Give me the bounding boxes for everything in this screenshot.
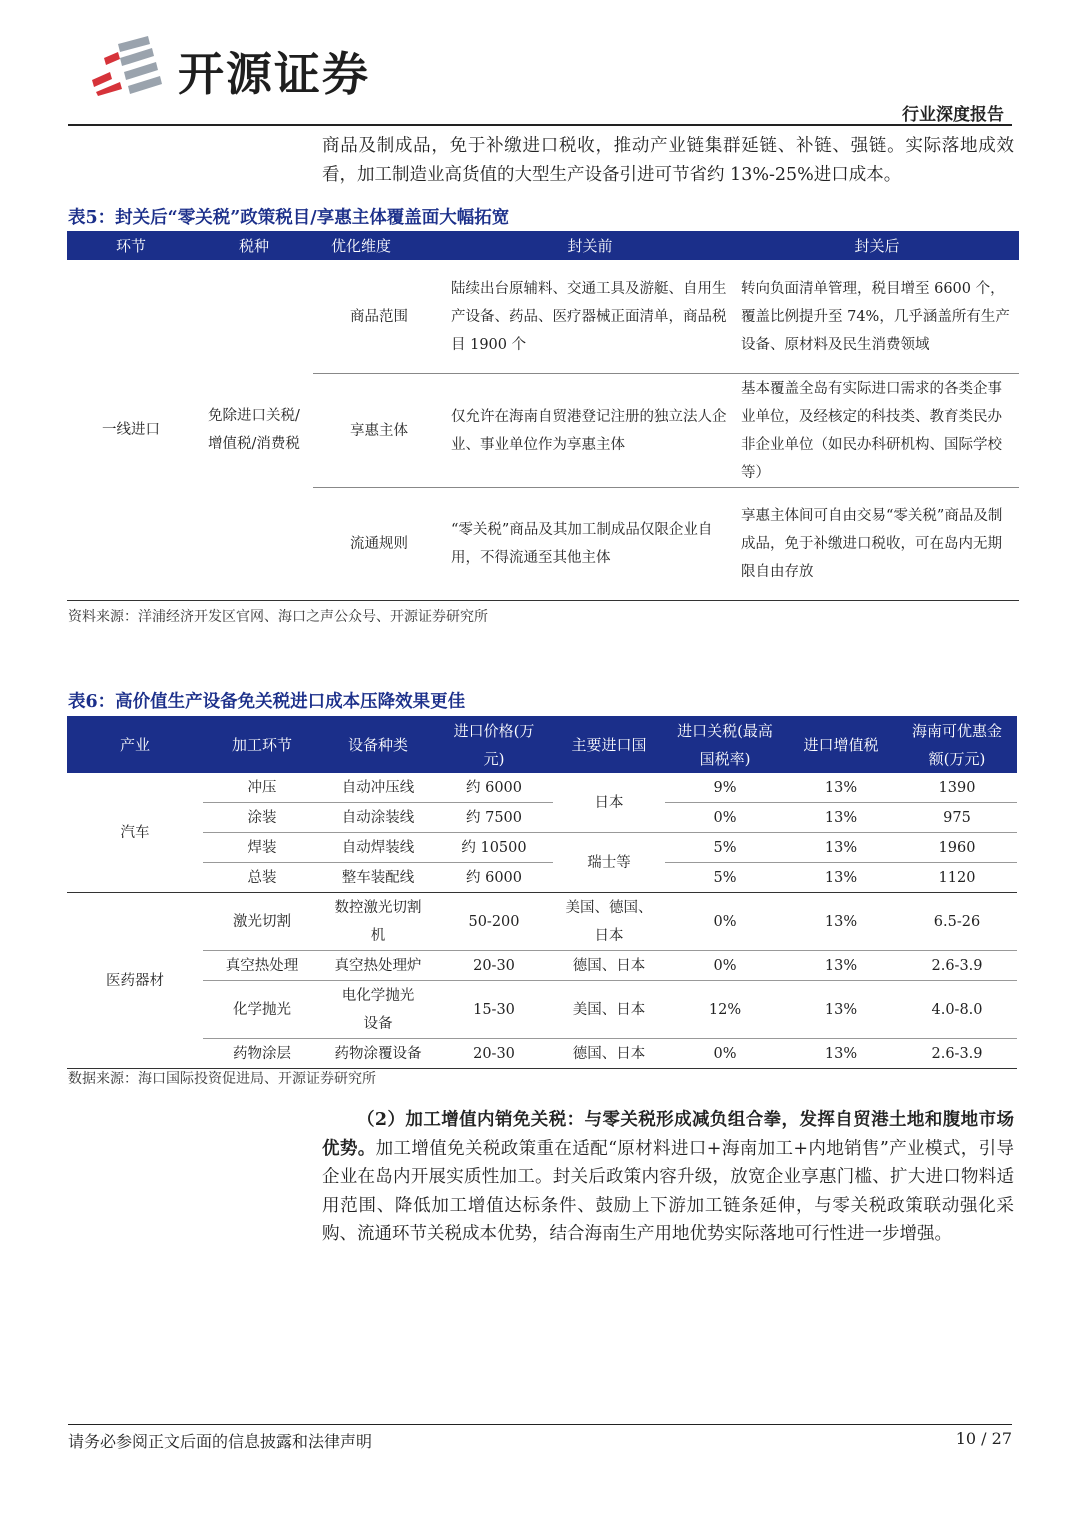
tariff-cell: 0% xyxy=(665,803,785,833)
equipment-cell: 整车装配线 xyxy=(321,863,435,893)
dimension-cell: 流通规则 xyxy=(313,488,445,601)
header-divider xyxy=(68,124,1012,126)
table6-title: 表6：高价值生产设备免关税进口成本压降效果更佳 xyxy=(68,692,466,712)
report-type-label: 行业深度报告 xyxy=(902,105,1004,125)
dimension-cell: 享惠主体 xyxy=(313,374,445,488)
table6-header-row xyxy=(67,716,1017,773)
price-cell: 15-30 xyxy=(435,981,553,1039)
process-cell: 化学抛光 xyxy=(203,981,321,1039)
after-cell: 基本覆盖全岛有实际进口需求的各类企事业单位，及经核定的科技类、教育类民办非企业单位（如民办科研机构、国际学校等） xyxy=(735,374,1019,488)
table6-header-cell: 进口价格(万元) xyxy=(435,716,553,773)
price-cell: 约 6000 xyxy=(435,773,553,803)
process-cell: 冲压 xyxy=(203,773,321,803)
process-cell: 激光切割 xyxy=(203,893,321,951)
vat-cell: 13% xyxy=(785,863,897,893)
paragraph-text: 加工增值免关税政策重在适配“原材料进口+海南加工+内地销售”产业模式，引导企业在岛内开展实质性加工。封关后政策内容升级，放宽企业享惠门槛、扩大进口物料适用范围、降低加工增值达标条件、鼓励上下游加工链条延伸，与零关税政策联动强化采购、流通环节关税成本优势，结合海南生产用地优势实际落地可行性进一步增强。 xyxy=(322,1138,1015,1244)
equipment-cell: 药物涂覆设备 xyxy=(321,1039,435,1069)
process-cell: 药物涂层 xyxy=(203,1039,321,1069)
table6-header-cell: 产业 xyxy=(67,716,203,773)
saving-cell: 975 xyxy=(897,803,1017,833)
price-cell: 约 10500 xyxy=(435,833,553,863)
table-row xyxy=(67,833,1017,863)
before-cell: 陆续出台原辅料、交通工具及游艇、自用生产设备、药品、医疗器械正面清单，商品税目 1900 个 xyxy=(445,260,735,374)
price-cell: 50-200 xyxy=(435,893,553,951)
saving-cell: 2.6-3.9 xyxy=(897,1039,1017,1069)
tariff-cell: 0% xyxy=(665,893,785,951)
vat-cell: 13% xyxy=(785,773,897,803)
table-row xyxy=(67,803,1017,833)
intro-paragraph xyxy=(322,132,1014,189)
table5-source: 资料来源：洋浦经济开发区官网、海口之声公众号、开源证券研究所 xyxy=(68,609,488,625)
saving-cell: 4.0-8.0 xyxy=(897,981,1017,1039)
process-cell: 涂装 xyxy=(203,803,321,833)
paragraph-lead: （2）加工增值内销免关税：与零关税形成减负组合拳，发挥自贸港土地和腹地市场优势。 xyxy=(322,1110,1014,1159)
country-cell: 美国、德国、日本 xyxy=(553,893,665,951)
equipment-cell: 电化学抛光设备 xyxy=(321,981,435,1039)
saving-cell: 6.5-26 xyxy=(897,893,1017,951)
tariff-cell: 5% xyxy=(665,833,785,863)
footer-disclaimer: 请务必参阅正文后面的信息披露和法律声明 xyxy=(68,1432,373,1451)
country-cell: 德国、日本 xyxy=(553,951,665,981)
process-cell: 总装 xyxy=(203,863,321,893)
brand-name: 开源证券 xyxy=(178,47,370,101)
vat-cell: 13% xyxy=(785,833,897,863)
country-cell: 日本 xyxy=(553,773,665,833)
table-row xyxy=(67,951,1017,981)
before-cell: 仅允许在海南自贸港登记注册的独立法人企业、事业单位作为享惠主体 xyxy=(445,374,735,488)
price-cell: 20-30 xyxy=(435,1039,553,1069)
saving-cell: 2.6-3.9 xyxy=(897,951,1017,981)
table5-header-cell: 封关前 xyxy=(445,231,735,260)
equipment-cell: 真空热处理炉 xyxy=(321,951,435,981)
table5-header-cell: 税种 xyxy=(195,231,313,260)
dimension-cell: 商品范围 xyxy=(313,260,445,374)
country-cell: 美国、日本 xyxy=(553,981,665,1039)
vat-cell: 13% xyxy=(785,893,897,951)
footer-divider xyxy=(68,1424,1012,1425)
table-row xyxy=(67,981,1017,1039)
table-row xyxy=(67,863,1017,893)
brand-logo xyxy=(90,36,162,96)
table6-header-cell: 加工环节 xyxy=(203,716,321,773)
saving-cell: 1390 xyxy=(897,773,1017,803)
after-cell: 转向负面清单管理，税目增至 6600 个，覆盖比例提升至 74%，几乎涵盖所有生产设备、原材料及民生消费领域 xyxy=(735,260,1019,374)
table5-header-row xyxy=(67,231,1019,260)
table5-header-cell: 环节 xyxy=(67,231,195,260)
industry-cell: 医药器材 xyxy=(67,893,203,1069)
after-cell: 享惠主体间可自由交易“零关税”商品及制成品，免于补缴进口税收，可在岛内无期限自由存放 xyxy=(735,488,1019,601)
equipment-cell: 数控激光切割机 xyxy=(321,893,435,951)
tax-type-cell: 免除进口关税/增值税/消费税 xyxy=(195,260,313,601)
saving-cell: 1960 xyxy=(897,833,1017,863)
intro-text: 商品及制成品，免于补缴进口税收，推动产业链集群延链、补链、强链。实际落地成效看，加工制造业高货值的大型生产设备引进可节省约 13%-25%进口成本。 xyxy=(322,136,1014,185)
table6-header-cell: 主要进口国 xyxy=(553,716,665,773)
vat-cell: 13% xyxy=(785,803,897,833)
table6-header-cell: 海南可优惠金额(万元) xyxy=(897,716,1017,773)
table6-source: 数据来源：海口国际投资促进局、开源证券研究所 xyxy=(68,1071,376,1087)
body-paragraph xyxy=(322,1106,1014,1249)
page-number: 10 / 27 xyxy=(955,1429,1012,1448)
tariff-cell: 9% xyxy=(665,773,785,803)
saving-cell: 1120 xyxy=(897,863,1017,893)
price-cell: 约 7500 xyxy=(435,803,553,833)
table5-header-cell: 优化维度 xyxy=(313,231,445,260)
table-row xyxy=(67,893,1017,951)
tariff-cell: 5% xyxy=(665,863,785,893)
segment-cell: 一线进口 xyxy=(67,260,195,601)
table6 xyxy=(67,716,1017,1069)
process-cell: 真空热处理 xyxy=(203,951,321,981)
tariff-cell: 0% xyxy=(665,951,785,981)
table6-header-cell: 设备种类 xyxy=(321,716,435,773)
vat-cell: 13% xyxy=(785,1039,897,1069)
country-cell: 瑞士等 xyxy=(553,833,665,893)
table-row xyxy=(67,1039,1017,1069)
table5-header-cell: 封关后 xyxy=(735,231,1019,260)
industry-cell: 汽车 xyxy=(67,773,203,893)
process-cell: 焊装 xyxy=(203,833,321,863)
price-cell: 约 6000 xyxy=(435,863,553,893)
table-row xyxy=(67,260,1019,374)
table6-header-cell: 进口关税(最高国税率) xyxy=(665,716,785,773)
table5 xyxy=(67,231,1019,601)
equipment-cell: 自动冲压线 xyxy=(321,773,435,803)
vat-cell: 13% xyxy=(785,951,897,981)
price-cell: 20-30 xyxy=(435,951,553,981)
country-cell: 德国、日本 xyxy=(553,1039,665,1069)
before-cell: “零关税”商品及其加工制成品仅限企业自用，不得流通至其他主体 xyxy=(445,488,735,601)
tariff-cell: 12% xyxy=(665,981,785,1039)
table-row xyxy=(67,773,1017,803)
tariff-cell: 0% xyxy=(665,1039,785,1069)
equipment-cell: 自动涂装线 xyxy=(321,803,435,833)
equipment-cell: 自动焊装线 xyxy=(321,833,435,863)
table5-title: 表5：封关后“零关税”政策税目/享惠主体覆盖面大幅拓宽 xyxy=(68,208,510,228)
table6-header-cell: 进口增值税 xyxy=(785,716,897,773)
vat-cell: 13% xyxy=(785,981,897,1039)
